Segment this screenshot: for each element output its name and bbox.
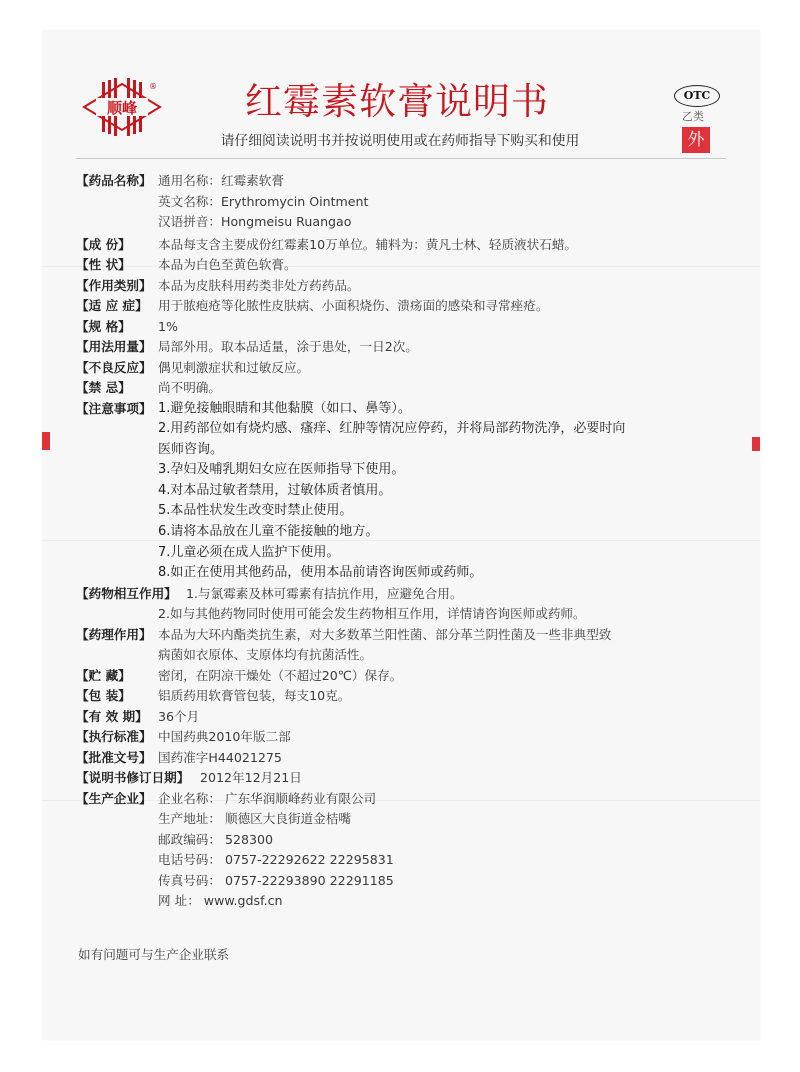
- section-label: 【用法用量】: [76, 339, 152, 354]
- edge-registration-mark: [42, 432, 50, 450]
- section-label: 【禁 忌】: [76, 380, 131, 395]
- company-phone: 电话号码： 0757-22292622 22295831: [158, 852, 394, 868]
- header-divider: [76, 158, 726, 159]
- registered-mark: ®: [149, 82, 157, 91]
- section-label: 【药品名称】: [76, 173, 152, 188]
- precaution-item: 5.本品性状发生改变时禁止使用。: [158, 503, 353, 519]
- precaution-item: 医师咨询。: [158, 441, 224, 457]
- section-label: 【不良反应】: [76, 359, 152, 375]
- section-text: 密闭，在阴凉干燥处（不超过20℃）保存。: [158, 667, 403, 683]
- company-website: 网 址： www.gdsf.cn: [158, 893, 283, 909]
- section-label: 【药理作用】: [76, 626, 152, 642]
- pinyin-name: 汉语拼音：Hongmeisu Ruangao: [158, 214, 352, 229]
- section-label: 【贮 藏】: [76, 667, 131, 683]
- precaution-item: 3.孕妇及哺乳期妇女应在医师指导下使用。: [158, 462, 405, 478]
- page-title: 红霉素软膏说明书: [245, 80, 549, 123]
- section-text: 中国药典2010年版二部: [158, 729, 291, 745]
- precaution-row: [76, 419, 736, 440]
- interaction-item: 2.如与其他药物同时使用可能会发生药物相互作用，详情请咨询医师或药师。: [158, 606, 586, 622]
- section-text: 尚不明确。: [158, 380, 221, 395]
- footer-contact-note: 如有问题可与生产企业联系: [78, 947, 230, 962]
- precaution-item: 4.对本品过敏者禁用，过敏体质者慎用。: [158, 482, 392, 498]
- section-precautions: [76, 399, 736, 420]
- section-text: 2012年12月21日: [200, 770, 302, 786]
- section-label: 【作用类别】: [76, 277, 152, 293]
- section-interactions: [76, 584, 736, 605]
- section-usage: [76, 337, 736, 358]
- section-text: 局部外用。取本品适量，涂于患处，一日2次。: [158, 339, 418, 354]
- section-category: [76, 276, 736, 297]
- section-text: 用于脓疱疮等化脓性皮肤病、小面积烧伤、溃疡面的感染和寻常痤疮。: [158, 298, 549, 313]
- section-label: 【药物相互作用】: [76, 585, 177, 601]
- precaution-item: 7.儿童必须在成人监护下使用。: [158, 544, 340, 560]
- section-manufacturer: [76, 789, 736, 810]
- edge-registration-mark: [752, 437, 760, 451]
- manufacturer-row: [76, 871, 736, 892]
- precaution-item: 6.请将本品放在儿童不能接触的地方。: [158, 524, 379, 540]
- section-character: [76, 255, 736, 276]
- manufacturer-row: [76, 891, 736, 912]
- section-adverse: [76, 358, 736, 379]
- section-ingredients: [76, 235, 736, 256]
- section-label: 【说明书修订日期】: [76, 770, 190, 786]
- section-label: 【适 应 症】: [76, 298, 148, 313]
- precaution-row: [76, 501, 736, 522]
- brand-name: 顺峰: [106, 99, 138, 117]
- section-text: 36个月: [158, 708, 200, 724]
- section-label: 【注意事项】: [76, 400, 152, 416]
- precaution-row: [76, 460, 736, 481]
- section-label: 【执行标准】: [76, 729, 152, 745]
- section-revision: [76, 768, 736, 789]
- interaction-item: 1.与氯霉素及林可霉素有拮抗作用，应避免合用。: [186, 585, 463, 601]
- section-validity: [76, 707, 736, 728]
- section-text: 偶见刺激症状和过敏反应。: [158, 359, 310, 375]
- leaflet-body: [76, 171, 736, 912]
- company-fax: 传真号码： 0757-22293890 22291185: [158, 872, 394, 888]
- manufacturer-row: [76, 830, 736, 851]
- pharmacology-row: [76, 645, 736, 666]
- precaution-row: [76, 522, 736, 543]
- interaction-row: [76, 604, 736, 625]
- section-drug-name: [76, 171, 736, 192]
- page-subtitle: 请仔细阅读说明书并按说明使用或在药师指导下购买和使用: [220, 133, 580, 149]
- precaution-item: 2.用药部位如有烧灼感、瘙痒、红肿等情况应停药，并将局部药物洗净，必要时向: [158, 421, 626, 437]
- manufacturer-row: [76, 850, 736, 871]
- manufacturer-row: [76, 809, 736, 830]
- english-name-row: [76, 192, 736, 213]
- section-label: 【生产企业】: [76, 790, 152, 806]
- section-text: 铝质药用软膏管包装，每支10克。: [158, 688, 351, 704]
- section-text: 本品每支含主要成份红霉素10万单位。辅料为：黄凡士林、轻质液状石蜡。: [158, 236, 578, 252]
- pinyin-name-row: [76, 212, 736, 233]
- section-label: 【性 状】: [76, 257, 131, 272]
- section-text: 本品为皮肤科用药类非处方药药品。: [158, 277, 360, 293]
- section-storage: [76, 666, 736, 687]
- section-text: 病菌如衣原体、支原体均有抗菌活性。: [158, 647, 373, 663]
- section-text: 国药准字H44021275: [158, 749, 282, 765]
- section-contraindications: [76, 378, 736, 399]
- company-postcode: 邮政编码： 528300: [158, 831, 274, 847]
- section-label: 【批准文号】: [76, 749, 152, 765]
- precaution-item: 1.避免接触眼睛和其他黏膜（如口、鼻等）。: [158, 400, 411, 416]
- english-name: 英文名称：Erythromycin Ointment: [158, 193, 369, 209]
- section-spec: [76, 317, 736, 338]
- precaution-row: [76, 543, 736, 564]
- section-pharmacology: [76, 625, 736, 646]
- section-text: 本品为大环内酯类抗生素，对大多数革兰阳性菌、部分革兰阴性菌及一些非典型致: [158, 626, 612, 642]
- company-address: 生产地址： 顺德区大良街道金桔嘴: [158, 811, 351, 827]
- external-use-badge: 外: [682, 127, 710, 153]
- precaution-item: 8.如正在使用其他药品，使用本品前请咨询医师或药师。: [158, 565, 483, 581]
- otc-badge: OTC: [674, 85, 720, 107]
- company-name: 企业名称： 广东华润顺峰药业有限公司: [158, 790, 377, 806]
- section-label: 【包 装】: [76, 688, 131, 704]
- section-indications: [76, 296, 736, 317]
- section-text: 本品为白色至黄色软膏。: [158, 257, 297, 272]
- section-label: 【规 格】: [76, 318, 131, 334]
- section-label: 【成 份】: [76, 236, 131, 252]
- precaution-row: [76, 563, 736, 584]
- section-approval: [76, 748, 736, 769]
- precaution-row: [76, 440, 736, 461]
- precaution-row: [76, 481, 736, 502]
- otc-class-label: 乙类: [682, 110, 704, 123]
- section-text: 1%: [158, 318, 178, 334]
- section-label: 【有 效 期】: [76, 708, 148, 724]
- section-standard: [76, 727, 736, 748]
- generic-name: 通用名称：红霉素软膏: [158, 173, 284, 188]
- section-package: [76, 686, 736, 707]
